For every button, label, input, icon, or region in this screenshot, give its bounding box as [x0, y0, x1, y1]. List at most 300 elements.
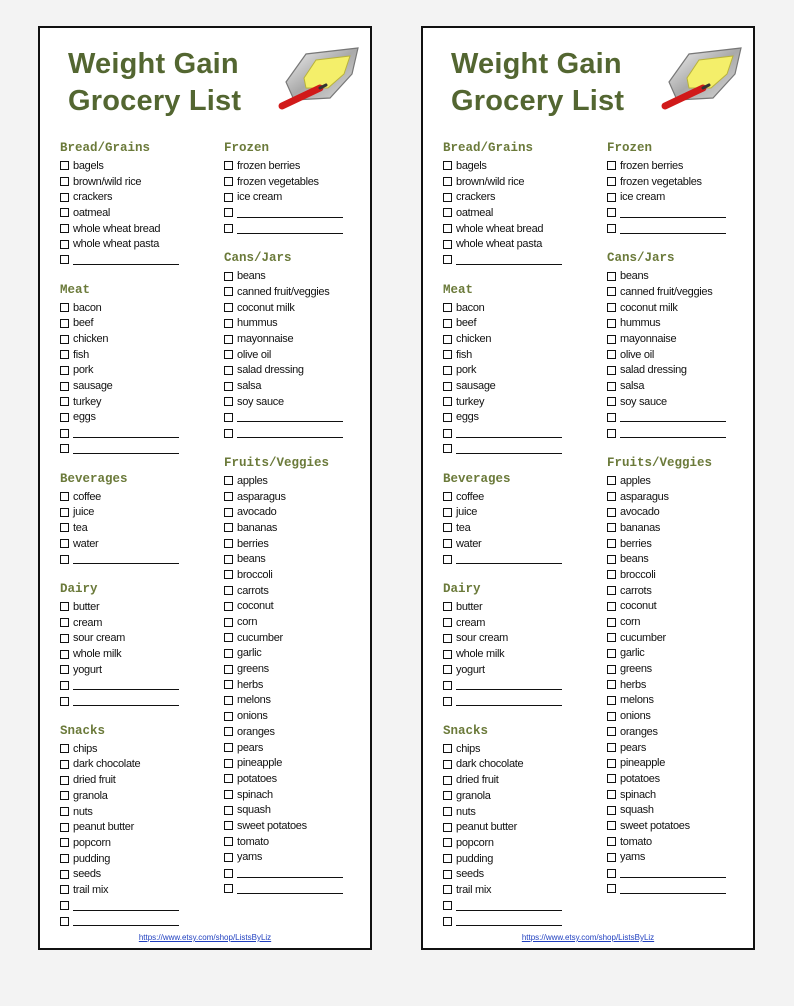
- checkbox[interactable]: [443, 838, 452, 847]
- write-in-line[interactable]: [73, 554, 179, 564]
- checkbox[interactable]: [60, 917, 69, 926]
- list-item[interactable]: [224, 599, 370, 615]
- write-in-line[interactable]: [237, 224, 343, 234]
- checkbox[interactable]: [607, 523, 616, 532]
- checkbox[interactable]: [443, 539, 452, 548]
- list-item[interactable]: [443, 631, 603, 647]
- checkbox[interactable]: [607, 319, 616, 328]
- checkbox[interactable]: [60, 776, 69, 785]
- checkbox[interactable]: [443, 681, 452, 690]
- checkbox[interactable]: [224, 523, 233, 532]
- checkbox[interactable]: [60, 382, 69, 391]
- checkbox[interactable]: [60, 791, 69, 800]
- checkbox[interactable]: [224, 696, 233, 705]
- blank-entry[interactable]: [224, 881, 370, 897]
- checkbox[interactable]: [224, 161, 233, 170]
- checkbox[interactable]: [224, 680, 233, 689]
- list-item[interactable]: [60, 646, 220, 662]
- list-item[interactable]: [607, 583, 753, 599]
- blank-entry[interactable]: [443, 551, 603, 567]
- list-item[interactable]: [607, 284, 753, 300]
- list-item[interactable]: [607, 489, 753, 505]
- write-in-line[interactable]: [73, 680, 179, 690]
- list-item[interactable]: [60, 331, 220, 347]
- list-item[interactable]: [60, 631, 220, 647]
- write-in-line[interactable]: [620, 428, 726, 438]
- list-item[interactable]: [224, 693, 370, 709]
- list-item[interactable]: [60, 772, 220, 788]
- checkbox[interactable]: [607, 335, 616, 344]
- write-in-line[interactable]: [620, 412, 726, 422]
- blank-entry[interactable]: [443, 693, 603, 709]
- write-in-line[interactable]: [620, 224, 726, 234]
- checkbox[interactable]: [607, 853, 616, 862]
- list-item[interactable]: [443, 536, 603, 552]
- write-in-line[interactable]: [73, 255, 179, 265]
- checkbox[interactable]: [443, 602, 452, 611]
- list-item[interactable]: [607, 394, 753, 410]
- list-item[interactable]: [60, 536, 220, 552]
- checkbox[interactable]: [60, 319, 69, 328]
- checkbox[interactable]: [607, 492, 616, 501]
- checkbox[interactable]: [224, 869, 233, 878]
- list-item[interactable]: [60, 819, 220, 835]
- checkbox[interactable]: [224, 335, 233, 344]
- checkbox[interactable]: [443, 665, 452, 674]
- checkbox[interactable]: [443, 791, 452, 800]
- checkbox[interactable]: [224, 649, 233, 658]
- checkbox[interactable]: [60, 665, 69, 674]
- list-item[interactable]: [443, 741, 603, 757]
- write-in-line[interactable]: [237, 428, 343, 438]
- checkbox[interactable]: [60, 697, 69, 706]
- list-item[interactable]: [607, 802, 753, 818]
- list-item[interactable]: [443, 236, 603, 252]
- checkbox[interactable]: [443, 744, 452, 753]
- list-item[interactable]: [607, 614, 753, 630]
- checkbox[interactable]: [60, 760, 69, 769]
- list-item[interactable]: [224, 347, 370, 363]
- checkbox[interactable]: [224, 303, 233, 312]
- checkbox[interactable]: [60, 429, 69, 438]
- checkbox[interactable]: [443, 523, 452, 532]
- blank-entry[interactable]: [224, 425, 370, 441]
- list-item[interactable]: [60, 520, 220, 536]
- list-item[interactable]: [607, 834, 753, 850]
- checkbox[interactable]: [607, 382, 616, 391]
- write-in-line[interactable]: [237, 208, 343, 218]
- list-item[interactable]: [224, 724, 370, 740]
- write-in-line[interactable]: [620, 884, 726, 894]
- list-item[interactable]: [224, 740, 370, 756]
- list-item[interactable]: [224, 677, 370, 693]
- list-item[interactable]: [607, 158, 753, 174]
- list-item[interactable]: [224, 394, 370, 410]
- blank-entry[interactable]: [224, 205, 370, 221]
- list-item[interactable]: [224, 489, 370, 505]
- checkbox[interactable]: [224, 602, 233, 611]
- checkbox[interactable]: [443, 776, 452, 785]
- blank-entry[interactable]: [224, 410, 370, 426]
- checkbox[interactable]: [60, 177, 69, 186]
- list-item[interactable]: [607, 755, 753, 771]
- write-in-line[interactable]: [456, 255, 562, 265]
- write-in-line[interactable]: [237, 884, 343, 894]
- checkbox[interactable]: [60, 539, 69, 548]
- checkbox[interactable]: [607, 821, 616, 830]
- checkbox[interactable]: [60, 885, 69, 894]
- checkbox[interactable]: [443, 508, 452, 517]
- list-item[interactable]: [60, 804, 220, 820]
- checkbox[interactable]: [60, 823, 69, 832]
- checkbox[interactable]: [60, 618, 69, 627]
- list-item[interactable]: [224, 583, 370, 599]
- checkbox[interactable]: [607, 869, 616, 878]
- list-item[interactable]: [443, 158, 603, 174]
- list-item[interactable]: [224, 378, 370, 394]
- checkbox[interactable]: [224, 539, 233, 548]
- checkbox[interactable]: [60, 303, 69, 312]
- write-in-line[interactable]: [237, 868, 343, 878]
- checkbox[interactable]: [607, 759, 616, 768]
- list-item[interactable]: [60, 316, 220, 332]
- list-item[interactable]: [443, 520, 603, 536]
- checkbox[interactable]: [443, 885, 452, 894]
- list-item[interactable]: [607, 677, 753, 693]
- list-item[interactable]: [443, 504, 603, 520]
- list-item[interactable]: [60, 378, 220, 394]
- blank-entry[interactable]: [443, 441, 603, 457]
- list-item[interactable]: [60, 489, 220, 505]
- write-in-line[interactable]: [456, 554, 562, 564]
- checkbox[interactable]: [443, 193, 452, 202]
- checkbox[interactable]: [224, 774, 233, 783]
- checkbox[interactable]: [443, 319, 452, 328]
- list-item[interactable]: [607, 331, 753, 347]
- checkbox[interactable]: [607, 208, 616, 217]
- write-in-line[interactable]: [456, 696, 562, 706]
- checkbox[interactable]: [607, 633, 616, 642]
- list-item[interactable]: [224, 536, 370, 552]
- checkbox[interactable]: [607, 884, 616, 893]
- checkbox[interactable]: [607, 303, 616, 312]
- list-item[interactable]: [607, 378, 753, 394]
- list-item[interactable]: [443, 189, 603, 205]
- checkbox[interactable]: [224, 759, 233, 768]
- list-item[interactable]: [224, 174, 370, 190]
- checkbox[interactable]: [443, 335, 452, 344]
- list-item[interactable]: [224, 300, 370, 316]
- checkbox[interactable]: [607, 366, 616, 375]
- checkbox[interactable]: [607, 287, 616, 296]
- list-item[interactable]: [60, 347, 220, 363]
- blank-entry[interactable]: [60, 252, 220, 268]
- list-item[interactable]: [60, 189, 220, 205]
- write-in-line[interactable]: [237, 412, 343, 422]
- blank-entry[interactable]: [60, 425, 220, 441]
- checkbox[interactable]: [607, 539, 616, 548]
- blank-entry[interactable]: [443, 898, 603, 914]
- list-item[interactable]: [443, 788, 603, 804]
- list-item[interactable]: [60, 504, 220, 520]
- blank-entry[interactable]: [607, 221, 753, 237]
- checkbox[interactable]: [443, 208, 452, 217]
- checkbox[interactable]: [60, 744, 69, 753]
- checkbox[interactable]: [607, 429, 616, 438]
- checkbox[interactable]: [60, 366, 69, 375]
- list-item[interactable]: [224, 316, 370, 332]
- list-item[interactable]: [443, 363, 603, 379]
- checkbox[interactable]: [607, 555, 616, 564]
- list-item[interactable]: [443, 757, 603, 773]
- list-item[interactable]: [224, 189, 370, 205]
- checkbox[interactable]: [60, 681, 69, 690]
- list-item[interactable]: [224, 363, 370, 379]
- checkbox[interactable]: [607, 837, 616, 846]
- checkbox[interactable]: [443, 492, 452, 501]
- checkbox[interactable]: [607, 177, 616, 186]
- checkbox[interactable]: [607, 743, 616, 752]
- checkbox[interactable]: [607, 727, 616, 736]
- list-item[interactable]: [60, 363, 220, 379]
- list-item[interactable]: [443, 316, 603, 332]
- checkbox[interactable]: [224, 208, 233, 217]
- checkbox[interactable]: [443, 350, 452, 359]
- checkbox[interactable]: [60, 350, 69, 359]
- checkbox[interactable]: [60, 413, 69, 422]
- checkbox[interactable]: [607, 476, 616, 485]
- checkbox[interactable]: [443, 303, 452, 312]
- list-item[interactable]: [60, 882, 220, 898]
- list-item[interactable]: [607, 551, 753, 567]
- checkbox[interactable]: [443, 870, 452, 879]
- checkbox[interactable]: [60, 161, 69, 170]
- checkbox[interactable]: [443, 650, 452, 659]
- write-in-line[interactable]: [620, 868, 726, 878]
- checkbox[interactable]: [607, 806, 616, 815]
- checkbox[interactable]: [607, 397, 616, 406]
- checkbox[interactable]: [607, 790, 616, 799]
- list-item[interactable]: [607, 189, 753, 205]
- list-item[interactable]: [224, 284, 370, 300]
- list-item[interactable]: [224, 473, 370, 489]
- blank-entry[interactable]: [443, 252, 603, 268]
- list-item[interactable]: [443, 489, 603, 505]
- write-in-line[interactable]: [73, 696, 179, 706]
- checkbox[interactable]: [224, 508, 233, 517]
- checkbox[interactable]: [60, 555, 69, 564]
- checkbox[interactable]: [443, 240, 452, 249]
- checkbox[interactable]: [607, 193, 616, 202]
- list-item[interactable]: [60, 174, 220, 190]
- checkbox[interactable]: [60, 335, 69, 344]
- checkbox[interactable]: [224, 806, 233, 815]
- blank-entry[interactable]: [607, 205, 753, 221]
- checkbox[interactable]: [607, 774, 616, 783]
- checkbox[interactable]: [443, 854, 452, 863]
- list-item[interactable]: [60, 410, 220, 426]
- checkbox[interactable]: [443, 397, 452, 406]
- checkbox[interactable]: [607, 508, 616, 517]
- list-item[interactable]: [443, 866, 603, 882]
- checkbox[interactable]: [60, 838, 69, 847]
- blank-entry[interactable]: [607, 425, 753, 441]
- checkbox[interactable]: [443, 807, 452, 816]
- blank-entry[interactable]: [60, 551, 220, 567]
- blank-entry[interactable]: [607, 881, 753, 897]
- list-item[interactable]: [224, 504, 370, 520]
- checkbox[interactable]: [607, 272, 616, 281]
- list-item[interactable]: [607, 520, 753, 536]
- checkbox[interactable]: [443, 444, 452, 453]
- checkbox[interactable]: [443, 917, 452, 926]
- checkbox[interactable]: [443, 555, 452, 564]
- checkbox[interactable]: [224, 429, 233, 438]
- checkbox[interactable]: [224, 319, 233, 328]
- checkbox[interactable]: [224, 177, 233, 186]
- checkbox[interactable]: [443, 366, 452, 375]
- list-item[interactable]: [607, 473, 753, 489]
- checkbox[interactable]: [607, 649, 616, 658]
- checkbox[interactable]: [607, 586, 616, 595]
- list-item[interactable]: [224, 771, 370, 787]
- checkbox[interactable]: [60, 492, 69, 501]
- list-item[interactable]: [607, 708, 753, 724]
- footer-link[interactable]: https://www.etsy.com/shop/ListsByLiz: [138, 933, 272, 942]
- checkbox[interactable]: [607, 602, 616, 611]
- checkbox[interactable]: [60, 208, 69, 217]
- checkbox[interactable]: [224, 712, 233, 721]
- checkbox[interactable]: [60, 523, 69, 532]
- list-item[interactable]: [60, 788, 220, 804]
- write-in-line[interactable]: [73, 916, 179, 926]
- checkbox[interactable]: [443, 901, 452, 910]
- checkbox[interactable]: [607, 570, 616, 579]
- footer-link[interactable]: https://www.etsy.com/shop/ListsByLiz: [521, 933, 655, 942]
- list-item[interactable]: [224, 646, 370, 662]
- list-item[interactable]: [443, 615, 603, 631]
- blank-entry[interactable]: [60, 693, 220, 709]
- list-item[interactable]: [60, 221, 220, 237]
- checkbox[interactable]: [224, 366, 233, 375]
- checkbox[interactable]: [607, 350, 616, 359]
- list-item[interactable]: [224, 520, 370, 536]
- list-item[interactable]: [224, 802, 370, 818]
- list-item[interactable]: [60, 615, 220, 631]
- list-item[interactable]: [60, 205, 220, 221]
- list-item[interactable]: [607, 174, 753, 190]
- blank-entry[interactable]: [60, 914, 220, 930]
- checkbox[interactable]: [607, 665, 616, 674]
- list-item[interactable]: [224, 331, 370, 347]
- blank-entry[interactable]: [224, 221, 370, 237]
- checkbox[interactable]: [443, 413, 452, 422]
- checkbox[interactable]: [224, 492, 233, 501]
- checkbox[interactable]: [60, 650, 69, 659]
- list-item[interactable]: [224, 567, 370, 583]
- checkbox[interactable]: [60, 508, 69, 517]
- list-item[interactable]: [224, 158, 370, 174]
- list-item[interactable]: [443, 599, 603, 615]
- blank-entry[interactable]: [607, 865, 753, 881]
- list-item[interactable]: [607, 787, 753, 803]
- checkbox[interactable]: [224, 633, 233, 642]
- write-in-line[interactable]: [620, 208, 726, 218]
- checkbox[interactable]: [607, 712, 616, 721]
- checkbox[interactable]: [224, 618, 233, 627]
- list-item[interactable]: [607, 536, 753, 552]
- checkbox[interactable]: [60, 193, 69, 202]
- list-item[interactable]: [607, 771, 753, 787]
- checkbox[interactable]: [443, 634, 452, 643]
- checkbox[interactable]: [60, 240, 69, 249]
- list-item[interactable]: [607, 316, 753, 332]
- checkbox[interactable]: [443, 224, 452, 233]
- blank-entry[interactable]: [224, 865, 370, 881]
- checkbox[interactable]: [224, 790, 233, 799]
- checkbox[interactable]: [224, 884, 233, 893]
- list-item[interactable]: [443, 851, 603, 867]
- blank-entry[interactable]: [443, 678, 603, 694]
- checkbox[interactable]: [607, 696, 616, 705]
- list-item[interactable]: [224, 268, 370, 284]
- write-in-line[interactable]: [456, 901, 562, 911]
- list-item[interactable]: [607, 268, 753, 284]
- checkbox[interactable]: [607, 161, 616, 170]
- checkbox[interactable]: [224, 382, 233, 391]
- list-item[interactable]: [60, 300, 220, 316]
- checkbox[interactable]: [224, 821, 233, 830]
- list-item[interactable]: [607, 724, 753, 740]
- write-in-line[interactable]: [73, 444, 179, 454]
- checkbox[interactable]: [60, 807, 69, 816]
- checkbox[interactable]: [60, 397, 69, 406]
- list-item[interactable]: [224, 818, 370, 834]
- checkbox[interactable]: [224, 476, 233, 485]
- write-in-line[interactable]: [73, 901, 179, 911]
- list-item[interactable]: [224, 661, 370, 677]
- checkbox[interactable]: [60, 854, 69, 863]
- list-item[interactable]: [443, 772, 603, 788]
- list-item[interactable]: [443, 662, 603, 678]
- list-item[interactable]: [607, 818, 753, 834]
- list-item[interactable]: [60, 851, 220, 867]
- blank-entry[interactable]: [607, 410, 753, 426]
- checkbox[interactable]: [224, 224, 233, 233]
- list-item[interactable]: [443, 804, 603, 820]
- list-item[interactable]: [443, 378, 603, 394]
- checkbox[interactable]: [443, 760, 452, 769]
- checkbox[interactable]: [224, 272, 233, 281]
- list-item[interactable]: [224, 850, 370, 866]
- list-item[interactable]: [607, 646, 753, 662]
- list-item[interactable]: [224, 630, 370, 646]
- list-item[interactable]: [443, 300, 603, 316]
- list-item[interactable]: [224, 614, 370, 630]
- checkbox[interactable]: [443, 697, 452, 706]
- list-item[interactable]: [607, 599, 753, 615]
- checkbox[interactable]: [443, 177, 452, 186]
- checkbox[interactable]: [60, 224, 69, 233]
- list-item[interactable]: [224, 787, 370, 803]
- checkbox[interactable]: [60, 255, 69, 264]
- checkbox[interactable]: [443, 382, 452, 391]
- list-item[interactable]: [60, 394, 220, 410]
- list-item[interactable]: [443, 331, 603, 347]
- list-item[interactable]: [60, 599, 220, 615]
- checkbox[interactable]: [224, 743, 233, 752]
- list-item[interactable]: [607, 504, 753, 520]
